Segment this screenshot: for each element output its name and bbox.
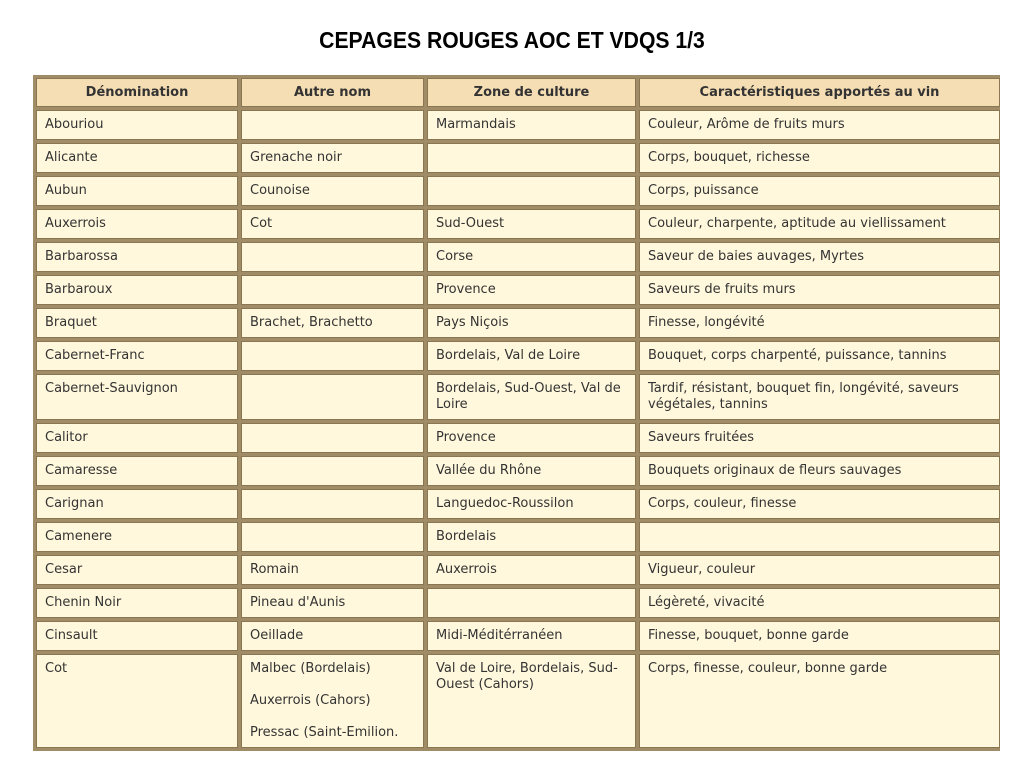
cell-autre-nom: [241, 242, 424, 272]
header-zone-de-culture: Zone de culture: [427, 78, 636, 107]
table-row: [36, 242, 1000, 272]
cell-zone: Languedoc-Roussilon: [427, 489, 636, 519]
table-row: [36, 456, 1000, 486]
cell-autre-nom: Oeillade: [241, 621, 424, 651]
cell-autre-nom: Cot: [241, 209, 424, 239]
cell-denomination: Calitor: [36, 423, 238, 453]
cell-zone: [427, 176, 636, 206]
cell-autre-nom: [241, 456, 424, 486]
table-row: [36, 423, 1000, 453]
header-row: [36, 78, 1000, 107]
cell-zone: [427, 588, 636, 618]
cell-zone: Sud-Ouest: [427, 209, 636, 239]
table-row: [36, 654, 1000, 748]
cell-autre-nom: [241, 654, 424, 748]
cell-denomination: Camenere: [36, 522, 238, 552]
table-row: [36, 341, 1000, 371]
cell-zone: Marmandais: [427, 110, 636, 140]
cell-caracteristiques: Bouquets originaux de fleurs sauvages: [639, 456, 1000, 486]
table-row: [36, 275, 1000, 305]
cell-denomination: Barbaroux: [36, 275, 238, 305]
cell-denomination: Carignan: [36, 489, 238, 519]
cell-denomination: Cinsault: [36, 621, 238, 651]
cell-zone: Bordelais, Sud-Ouest, Val de Loire: [427, 374, 636, 420]
cell-caracteristiques: Corps, couleur, finesse: [639, 489, 1000, 519]
table-row: [36, 588, 1000, 618]
cell-zone: Provence: [427, 423, 636, 453]
table-container: [33, 75, 1000, 768]
header-autre-nom: Autre nom: [241, 78, 424, 107]
cell-autre-nom: [241, 275, 424, 305]
cell-caracteristiques: Bouquet, corps charpenté, puissance, tannins: [639, 341, 1000, 371]
cell-denomination: Cabernet-Franc: [36, 341, 238, 371]
table-row: [36, 308, 1000, 338]
cell-autre-nom: [241, 423, 424, 453]
cell-caracteristiques: Saveurs de fruits murs: [639, 275, 1000, 305]
cell-caracteristiques: Saveur de baies auvages, Myrtes: [639, 242, 1000, 272]
cell-zone: [427, 143, 636, 173]
header-denomination: Dénomination: [36, 78, 238, 107]
cell-caracteristiques: Finesse, longévité: [639, 308, 1000, 338]
cell-zone: Val de Loire, Bordelais, Sud-Ouest (Cahors): [427, 654, 636, 748]
cell-zone: Bordelais: [427, 522, 636, 552]
cell-autre-nom: Counoise: [241, 176, 424, 206]
cell-caracteristiques: Corps, bouquet, richesse: [639, 143, 1000, 173]
header-caracteristiques: Caractéristiques apportés au vin: [639, 78, 1000, 107]
slide-title: CEPAGES ROUGES AOC ET VDQS 1/3: [319, 27, 705, 53]
cell-autre-nom: [241, 522, 424, 552]
cell-zone: Vallée du Rhône: [427, 456, 636, 486]
table-row: [36, 522, 1000, 552]
table-row: [36, 489, 1000, 519]
cell-denomination: Alicante: [36, 143, 238, 173]
cell-autre-nom: [241, 374, 424, 420]
cell-zone: Pays Niçois: [427, 308, 636, 338]
cell-denomination: Abouriou: [36, 110, 238, 140]
cell-autre-nom: Grenache noir: [241, 143, 424, 173]
table-row: [36, 621, 1000, 651]
cell-zone: Auxerrois: [427, 555, 636, 585]
cell-caracteristiques: Couleur, Arôme de fruits murs: [639, 110, 1000, 140]
cell-autre-nom: [241, 110, 424, 140]
cell-caracteristiques: Couleur, charpente, aptitude au viellissament: [639, 209, 1000, 239]
cell-caracteristiques: [639, 522, 1000, 552]
table-row: [36, 209, 1000, 239]
cell-denomination: Cot: [36, 654, 238, 748]
cell-denomination: Cabernet-Sauvignon: [36, 374, 238, 420]
cell-caracteristiques: Corps, finesse, couleur, bonne garde: [639, 654, 1000, 748]
cell-autre-nom: Romain: [241, 555, 424, 585]
cell-caracteristiques: Tardif, résistant, bouquet fin, longévité, saveurs végétales, tannins: [639, 374, 1000, 420]
cell-zone: Bordelais, Val de Loire: [427, 341, 636, 371]
table-row: [36, 374, 1000, 420]
cell-caracteristiques: Saveurs fruitées: [639, 423, 1000, 453]
cell-autre-nom-line: Malbec (Bordelais): [250, 661, 371, 676]
cell-autre-nom: [241, 489, 424, 519]
cell-autre-nom: Pineau d'Aunis: [241, 588, 424, 618]
cell-denomination: Aubun: [36, 176, 238, 206]
cell-caracteristiques: Vigueur, couleur: [639, 555, 1000, 585]
cell-autre-nom: Brachet, Brachetto: [241, 308, 424, 338]
table-row: [36, 143, 1000, 173]
cell-zone: Midi-Méditérranéen: [427, 621, 636, 651]
cell-caracteristiques: Finesse, bouquet, bonne garde: [639, 621, 1000, 651]
table-row: [36, 176, 1000, 206]
cell-denomination: Barbarossa: [36, 242, 238, 272]
cell-autre-nom-line: Pressac (Saint-Emilion.: [250, 725, 399, 740]
cell-zone: Provence: [427, 275, 636, 305]
cell-caracteristiques: Corps, puissance: [639, 176, 1000, 206]
cell-caracteristiques: Légèreté, vivacité: [639, 588, 1000, 618]
cell-denomination: Chenin Noir: [36, 588, 238, 618]
cell-autre-nom: [241, 341, 424, 371]
table-row: [36, 110, 1000, 140]
cell-denomination: Camaresse: [36, 456, 238, 486]
grape-varieties-table: [33, 75, 1000, 751]
cell-denomination: Cesar: [36, 555, 238, 585]
cell-zone: Corse: [427, 242, 636, 272]
cell-denomination: Auxerrois: [36, 209, 238, 239]
cell-autre-nom-line: Auxerrois (Cahors): [250, 693, 371, 708]
table-row: [36, 555, 1000, 585]
cell-denomination: Braquet: [36, 308, 238, 338]
